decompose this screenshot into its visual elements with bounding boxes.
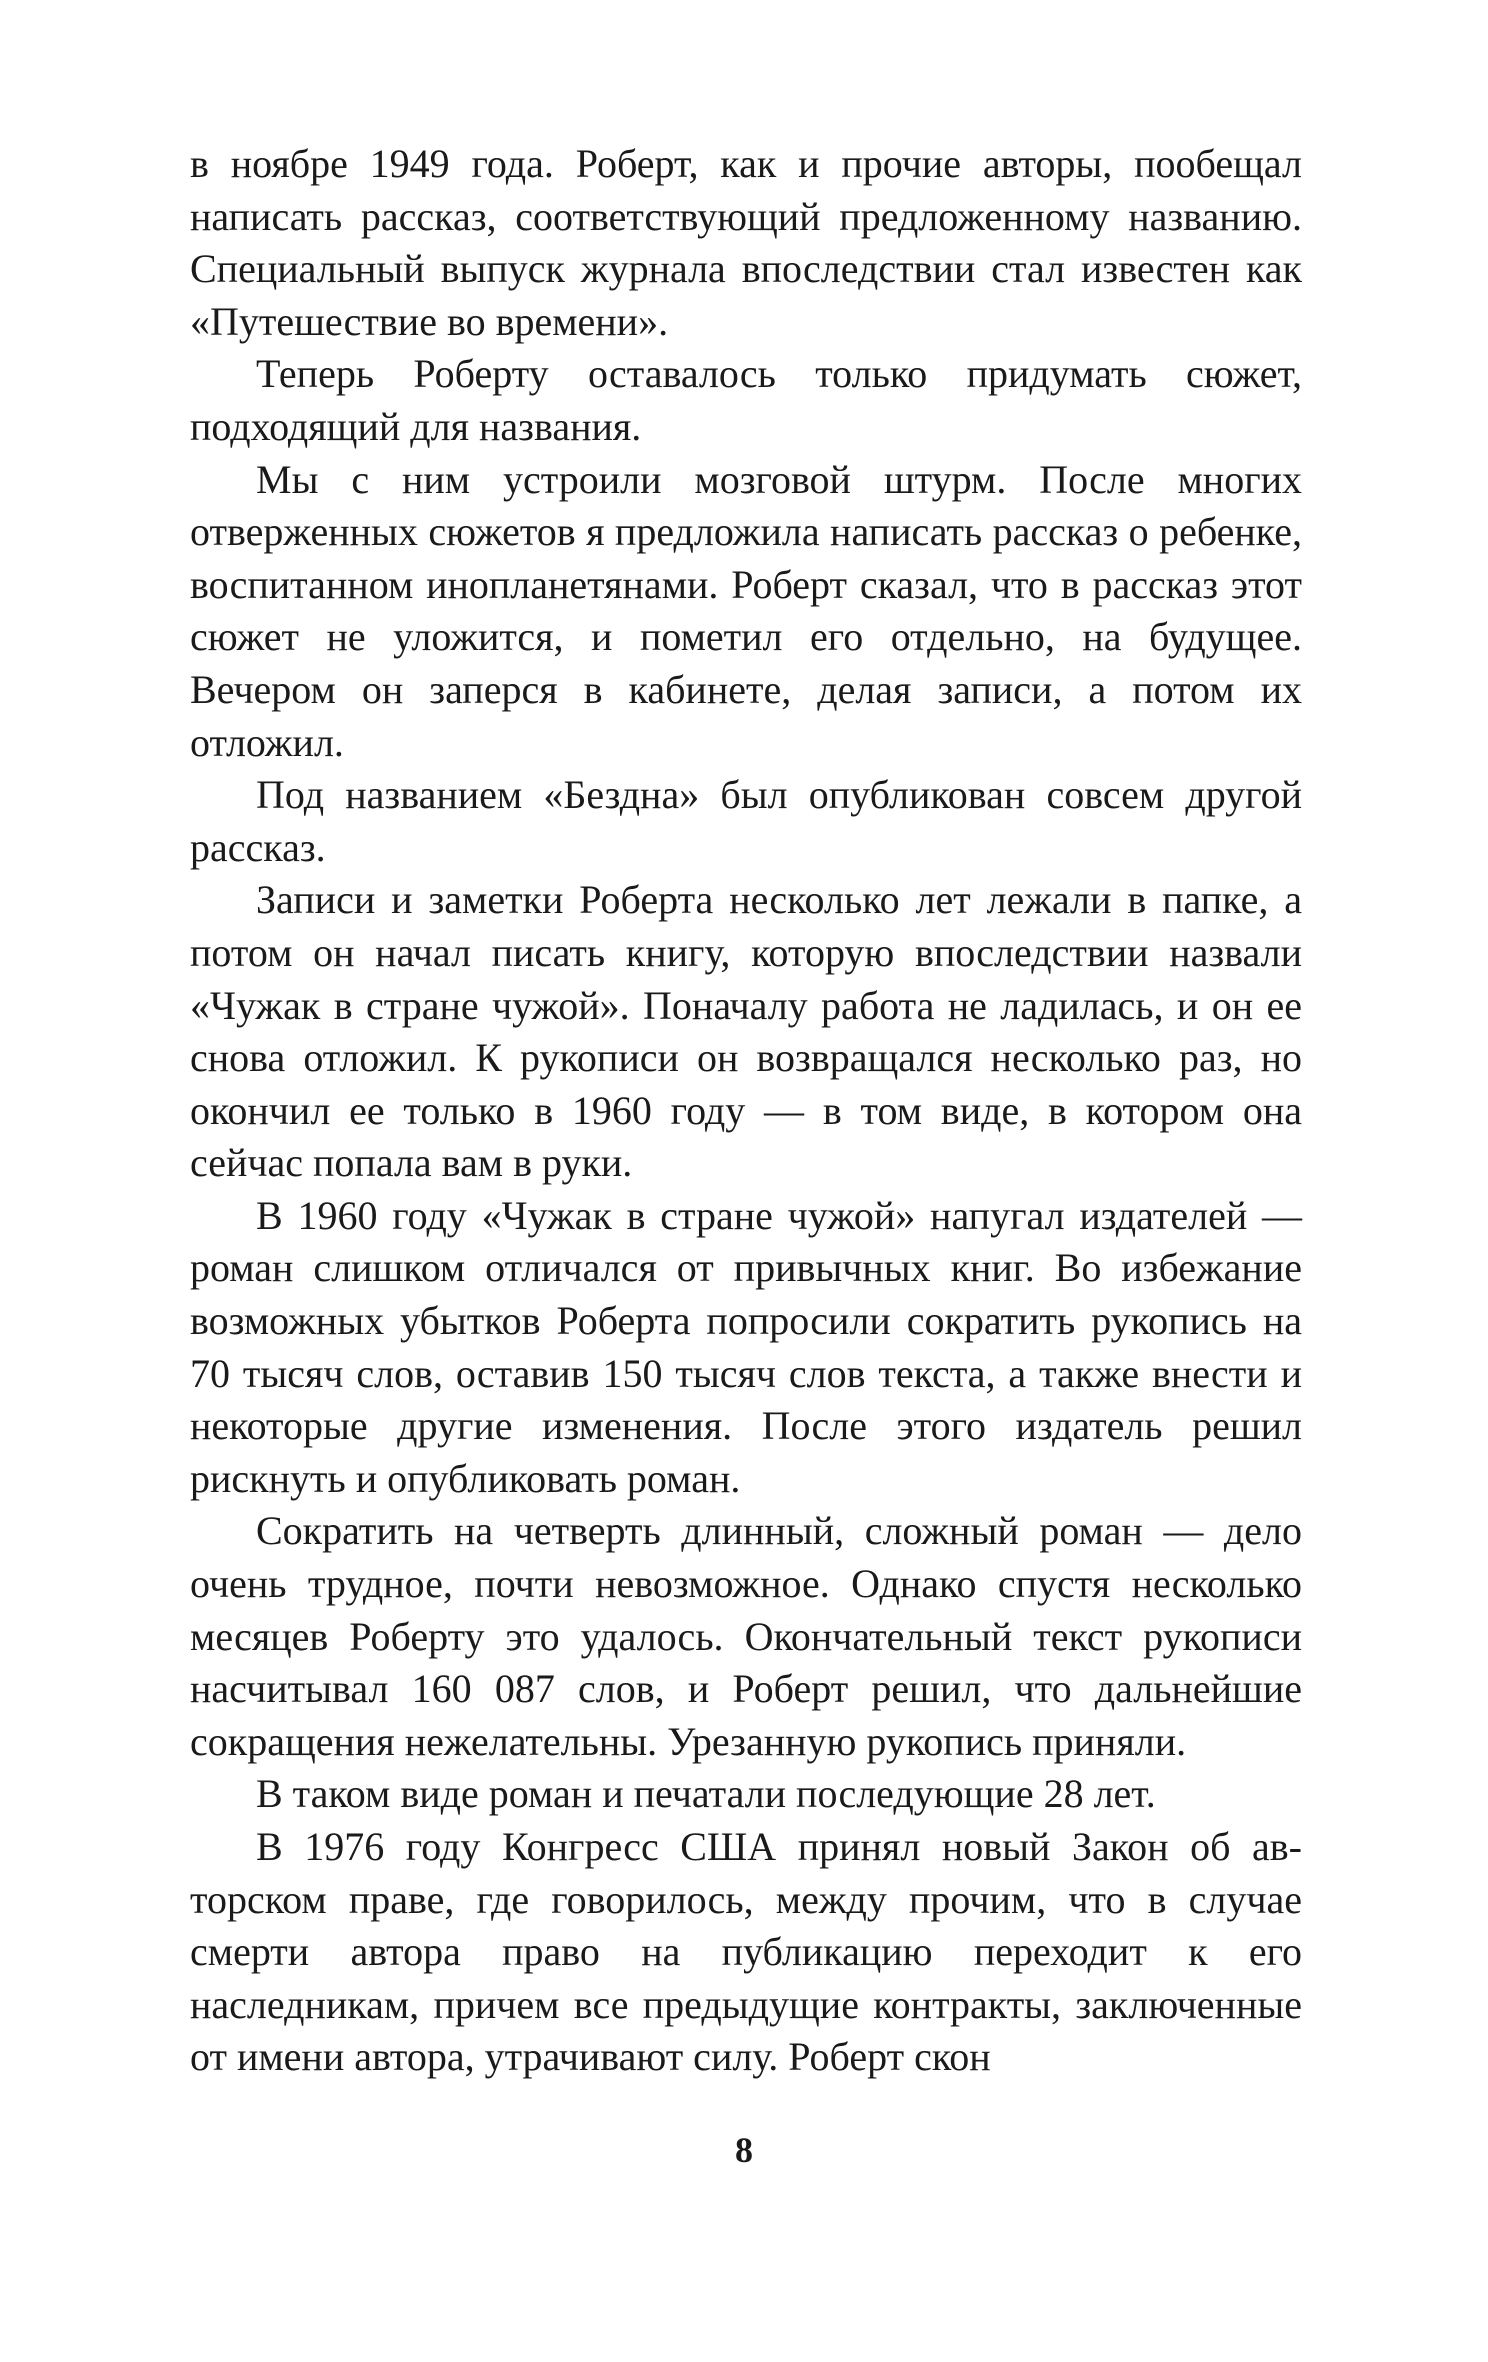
paragraph-9: В 1976 году Конгресс США принял новый Закон об авторском праве, где говорилось, между прочим, что в случае смерти автора право на публикацию переходит к его наследникам, причем все предыдущие контракты, заключенные от имени автора, утрачивают силу. Роберт скон (190, 1824, 1302, 2080)
paragraph-4: Под названием «Бездна» был опубликован совсем другой рассказ. (190, 772, 1302, 870)
page-number: 8 (735, 2130, 753, 2170)
paragraph-3: Мы с ним устроили мозговой штурм. После многих отверженных сюжетов я предложила написать рассказ о ребенке, воспитанном инопланетянами. Роберт сказал, что в рассказ этот сюжет не уложится, и пометил его отдельно, на будущее. Вечером он заперся в кабинете, делая записи, а потом их отложил. (190, 456, 1302, 765)
paragraph-5: Записи и заметки Роберта несколько лет лежали в папке, а потом он начал писать книгу, которую впоследствии назвали «Чужак в стране чужой». Поначалу работа не ладилась, и он ее снова отложил. К рукописи он возвращался несколько раз, но окончил ее только в 1960 году — в том виде, в котором она сейчас попала вам в руки. (190, 877, 1302, 1186)
paragraph-2: Теперь Роберту оставалось только придумать сюжет, подходящий для названия. (190, 351, 1302, 449)
paragraph-6: В 1960 году «Чужак в стране чужой» напугал издателей — роман слишком отличался от привычных книг. Во избежание возможных убытков Роберта попросили сократить рукопись на 70 тысяч слов, оставив 150 тысяч слов текста, а также внести и некоторые другие изменения. После этого издатель решил рискнуть и опубликовать роман. (190, 1192, 1302, 1501)
paragraph-1: в ноябре 1949 года. Роберт, как и прочие авторы, пообещал написать рассказ, соответствующий предложенному названию. Специальный выпуск журнала впоследствии стал известен как «Путешествие во времени». (190, 141, 1302, 344)
paragraph-8: В таком виде роман и печатали последующие 28 лет. (256, 1771, 1156, 1817)
body-text (190, 138, 1302, 2084)
paragraph-7: Сократить на четверть длинный, сложный роман — дело очень трудное, почти невозможное. Однако спустя несколько месяцев Роберту это удалось. Окончательный текст рукописи насчитывал 160 087 слов, и Роберт решил, что дальнейшие сокращения нежелательны. Урезанную рукопись приняли. (190, 1508, 1302, 1764)
